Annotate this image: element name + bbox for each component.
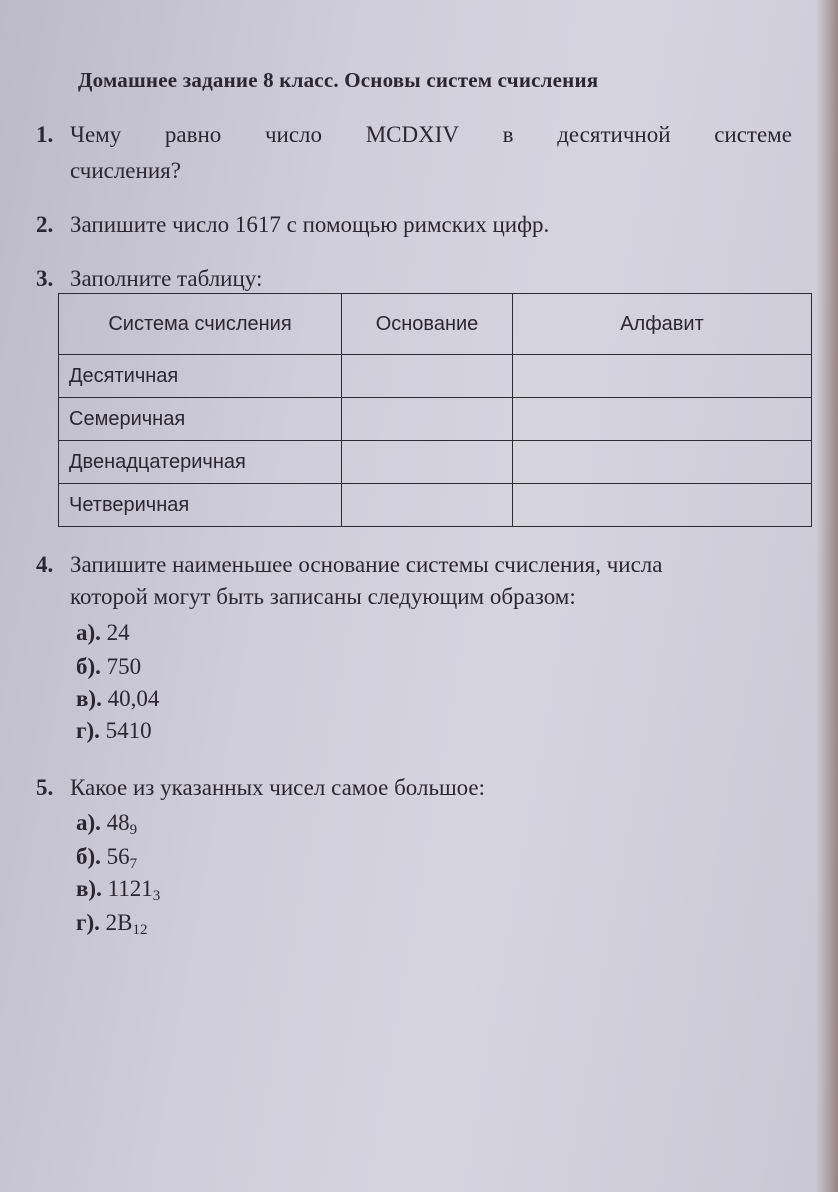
table-cell-alphabet-empty: [513, 355, 812, 398]
table-row: [59, 441, 812, 484]
q1-word: системе: [714, 122, 792, 147]
q2-number: 2.: [36, 212, 54, 237]
table-cell-base-empty: [342, 398, 513, 441]
q5-option-c: [76, 876, 160, 905]
q3-number: 3.: [36, 266, 54, 291]
table-cell-base-empty: [342, 484, 513, 527]
table-header-cell: Алфавит: [513, 294, 812, 355]
option-value: 2B: [105, 910, 133, 935]
q2-text: Запишите число 1617 с помощью римских цифр.: [70, 212, 550, 237]
table-cell-system: Двенадцатеричная: [59, 441, 342, 484]
q3-text: Заполните таблицу:: [70, 266, 263, 291]
option-base: 3: [152, 888, 161, 904]
table-cell-base-empty: [342, 441, 513, 484]
option-label: а).: [76, 810, 101, 835]
table-cell-system: Четверичная: [59, 484, 342, 527]
table-cell-alphabet-empty: [513, 441, 812, 484]
option-value: 5410: [105, 718, 152, 743]
option-label: а).: [76, 620, 101, 645]
q5-text: Какое из указанных чисел самое большое:: [70, 775, 486, 800]
table-cell-base-empty: [342, 355, 513, 398]
q4-line2: которой могут быть записаны следующим образом:: [70, 584, 576, 609]
q4-number: 4.: [36, 552, 54, 577]
option-label: в).: [76, 876, 102, 901]
number-systems-table: [58, 293, 812, 527]
option-value: 750: [106, 654, 142, 679]
table-header-cell: Основание: [342, 294, 513, 355]
table-row: [59, 484, 812, 527]
table-cell-system: Семеричная: [59, 398, 342, 441]
q1-word: Чему: [70, 122, 122, 147]
option-base: 7: [129, 856, 138, 872]
option-value: 40,04: [107, 686, 160, 711]
q5-option-d: [76, 910, 147, 939]
table-cell-alphabet-empty: [513, 398, 812, 441]
q1-number: 1.: [36, 122, 54, 147]
q4-option-d: [76, 718, 152, 744]
option-label: б).: [76, 654, 101, 679]
option-label: г).: [76, 718, 100, 743]
option-value: 1121: [107, 876, 153, 901]
option-label: г).: [76, 910, 100, 935]
table-cell-system: Десятичная: [59, 355, 342, 398]
table-row: [59, 398, 812, 441]
option-base: 12: [132, 922, 148, 938]
q5-option-a: [76, 810, 137, 839]
table-header-cell: Система счисления: [59, 294, 342, 355]
option-value: 24: [106, 620, 130, 645]
q1-word: число: [264, 122, 323, 147]
option-label: в).: [76, 686, 102, 711]
q5-number: 5.: [36, 775, 54, 800]
page-title: Домашнее задание 8 класс. Основы систем счисления: [78, 68, 599, 92]
option-base: 9: [129, 822, 138, 838]
q1-word: равно: [164, 122, 222, 147]
q4-option-a: [76, 620, 130, 646]
q1-word: в: [502, 122, 514, 147]
table-header-row: [59, 294, 812, 355]
q4-option-c: [76, 686, 159, 712]
table-cell-alphabet-empty: [513, 484, 812, 527]
paper-edge-shadow: [816, 0, 838, 1192]
q1-continuation: счисления?: [70, 158, 181, 183]
q1-word: десятичной: [557, 122, 671, 147]
option-value: 48: [106, 810, 130, 835]
q1-word: MCDXIV: [365, 122, 459, 147]
option-value: 56: [106, 844, 130, 869]
option-label: б).: [76, 844, 101, 869]
q5-option-b: [76, 844, 137, 873]
table-row: [59, 355, 812, 398]
q1-text-line: [70, 122, 792, 148]
q4-line1: Запишите наименьшее основание системы счисления, числа: [70, 552, 663, 577]
q4-option-b: [76, 654, 141, 680]
